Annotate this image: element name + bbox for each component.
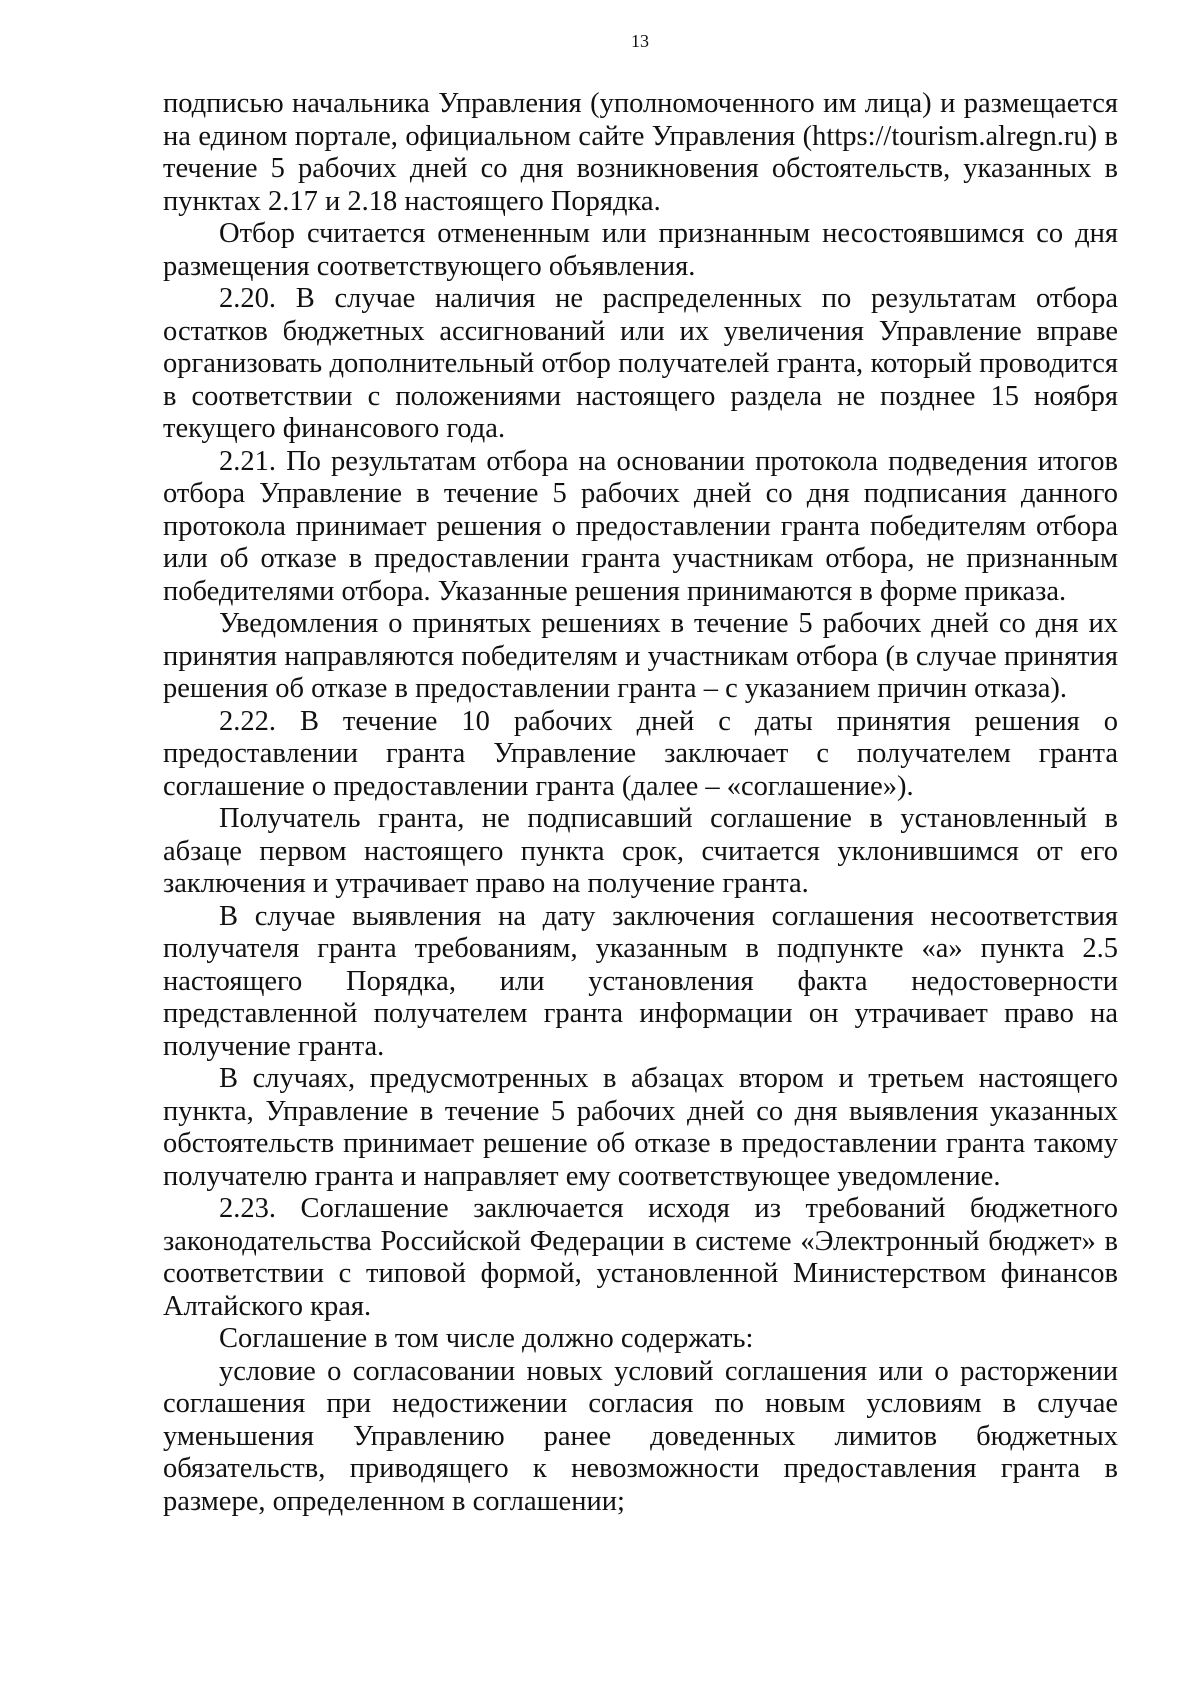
paragraph-2: Отбор считается отмененным или признанным несостоявшимся со дня размещения соответствующего объявления. — [163, 218, 1118, 282]
paragraph-4: 2.21. По результатам отбора на основании протокола подведения итогов отбора Управление в течение 5 рабочих дней со дня подписания данного протокола принимает решения о предоставлении гранта победителям отбора или об отказе в предоставлении гранта участникам отбора, не признанным победителями отбора. Указанные решения принимаются в форме приказа. — [163, 445, 1118, 607]
paragraph-11: Соглашение в том числе должно содержать: — [219, 1323, 754, 1354]
document-body — [163, 88, 1118, 1518]
paragraph-7: Получатель гранта, не подписавший соглашение в установленный в абзаце первом настоящего пункта срок, считается уклонившимся от его заключения и утрачивает право на получение гранта. — [163, 803, 1118, 899]
paragraph-5: Уведомления о принятых решениях в течение 5 рабочих дней со дня их принятия направляются победителям и участникам отбора (в случае принятия решения об отказе в предоставлении гранта – с указанием причин отказа). — [163, 608, 1118, 704]
paragraph-12: условие о согласовании новых условий соглашения или о расторжении соглашения при недостижении согласия по новым условиям в случае уменьшения Управлению ранее доведенных лимитов бюджетных обязательств, приводящего к невозможности предоставления гранта в размере, определенном в соглашении; — [163, 1355, 1118, 1517]
paragraph-1: подписью начальника Управления (уполномоченного им лица) и размещается на едином портале, официальном сайте Управления (https://tourism.alregn.ru) в течение 5 рабочих дней со дня возникновения обстоятельств, указанных в пунктах 2.17 и 2.18 настоящего Порядка. — [163, 88, 1118, 217]
paragraph-10: 2.23. Соглашение заключается исходя из требований бюджетного законодательства Российской Федерации в системе «Электронный бюджет» в соответствии с типовой формой, установленной Министерством финансов Алтайского края. — [163, 1193, 1118, 1322]
paragraph-8: В случае выявления на дату заключения соглашения несоответствия получателя гранта требованиям, указанным в подпункте «а» пункта 2.5 настоящего Порядка, или установления факта недостоверности представленной получателем гранта информации он утрачивает право на получение гранта. — [163, 900, 1118, 1062]
paragraph-9: В случаях, предусмотренных в абзацах втором и третьем настоящего пункта, Управление в течение 5 рабочих дней со дня выявления указанных обстоятельств принимает решение об отказе в предоставлении гранта такому получателю гранта и направляет ему соответствующее уведомление. — [163, 1063, 1118, 1192]
paragraph-3: 2.20. В случае наличия не распределенных по результатам отбора остатков бюджетных ассигнований или их увеличения Управление вправе организовать дополнительный отбор получателей гранта, который проводится в соответствии с положениями настоящего раздела не позднее 15 ноября текущего финансового года. — [163, 283, 1118, 444]
page-number: 13 — [631, 31, 649, 51]
paragraph-6: 2.22. В течение 10 рабочих дней с даты принятия решения о предоставлении гранта Управление заключает с получателем гранта соглашение о предоставлении гранта (далее – «соглашение»). — [163, 705, 1118, 802]
